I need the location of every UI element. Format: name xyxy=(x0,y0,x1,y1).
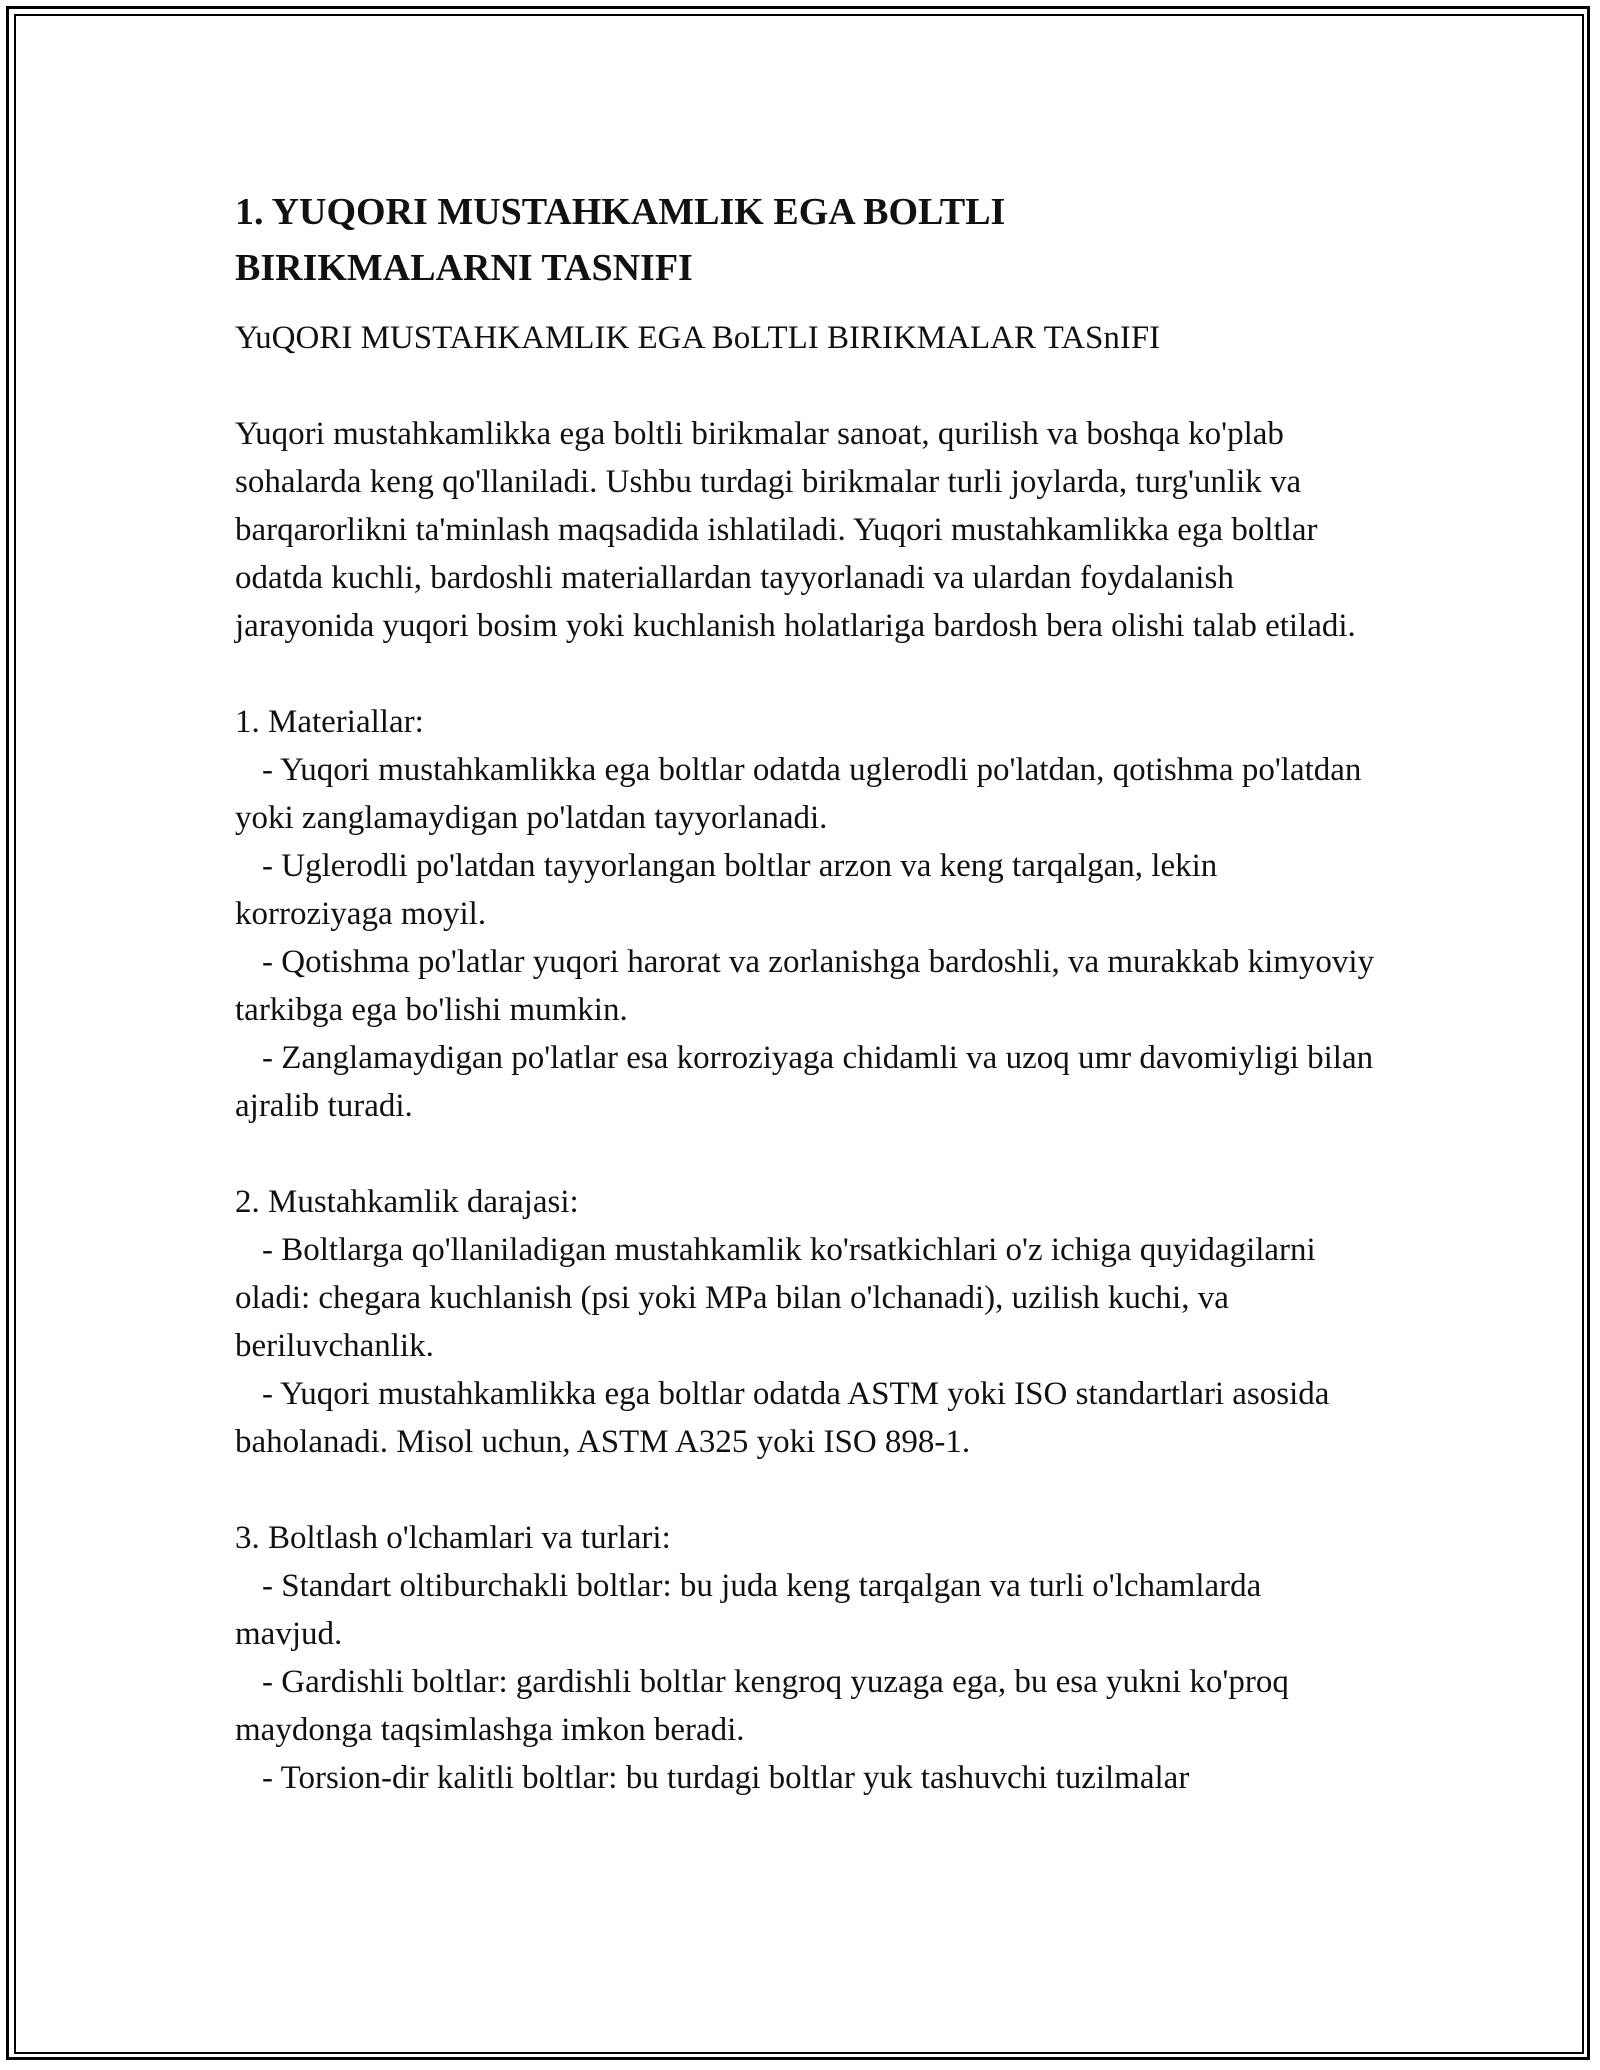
list-item: - Torsion-dir kalitli boltlar: bu turdagi boltlar yuk tashuvchi tuzilmalar xyxy=(262,1760,1190,1796)
list-item: - Yuqori mustahkamlikka ega boltlar odatda uglerodli po'latdan, qotishma po'latdan yoki zanglamaydigan po'latdan tayyorlanadi. xyxy=(235,752,1362,836)
section-heading: 3. Boltlash o'lchamlari va turlari: xyxy=(235,1520,671,1556)
document-body xyxy=(235,184,1375,1802)
section-sizes-types xyxy=(235,1514,1375,1802)
section-materials xyxy=(235,698,1375,1130)
section-heading: 2. Mustahkamlik darajasi: xyxy=(235,1184,579,1220)
list-item: - Yuqori mustahkamlikka ega boltlar odatda ASTM yoki ISO standartlari asosida baholanadi. Misol uchun, ASTM A325 yoki ISO 898-1. xyxy=(235,1376,1330,1460)
list-item: - Zanglamaydigan po'latlar esa korroziyaga chidamli va uzoq umr davomiyligi bilan ajralib turadi. xyxy=(235,1040,1374,1124)
section-heading: 1. Materiallar: xyxy=(235,704,424,740)
list-item: - Qotishma po'latlar yuqori harorat va zorlanishga bardoshli, va murakkab kimyoviy tarkibga ega bo'lishi mumkin. xyxy=(235,944,1375,1028)
list-item: - Gardishli boltlar: gardishli boltlar kengroq yuzaga ega, bu esa yukni ko'proq maydonga taqsimlashga imkon beradi. xyxy=(235,1664,1289,1748)
section-strength xyxy=(235,1178,1375,1466)
list-item: - Boltlarga qo'llaniladigan mustahkamlik ko'rsatkichlari o'z ichiga quyidagilarni oladi: chegara kuchlanish (psi yoki MPa bilan o'lchanadi), uzilish kuchi, va beriluvchanlik. xyxy=(235,1232,1316,1364)
document-subtitle: YuQORI MUSTAHKAMLIK EGA BoLTLI BIRIKMALAR TASnIFI xyxy=(235,320,1161,356)
list-item: - Uglerodli po'latdan tayyorlangan boltlar arzon va keng tarqalgan, lekin korroziyaga moyil. xyxy=(235,848,1218,932)
intro-paragraph: Yuqori mustahkamlikka ega boltli birikmalar sanoat, qurilish va boshqa ko'plab sohalarda keng qo'llaniladi. Ushbu turdagi birikmalar turli joylarda, turg'unlik va barqarorlikni ta'minlash maqsadida ishlatiladi. Yuqori mustahkamlikka ega boltlar odatda kuchli, bardoshli materiallardan tayyorlanadi va ulardan foydalanish jarayonida yuqori bosim yoki kuchlanish holatlariga bardosh bera olishi talab etiladi. xyxy=(235,416,1356,644)
document-title: 1. YUQORI MUSTAHKAMLIK EGA BOLTLI BIRIKMALARNI TASNIFI xyxy=(235,191,1006,289)
list-item: - Standart oltiburchakli boltlar: bu juda keng tarqalgan va turli o'lchamlarda mavjud. xyxy=(235,1568,1262,1652)
